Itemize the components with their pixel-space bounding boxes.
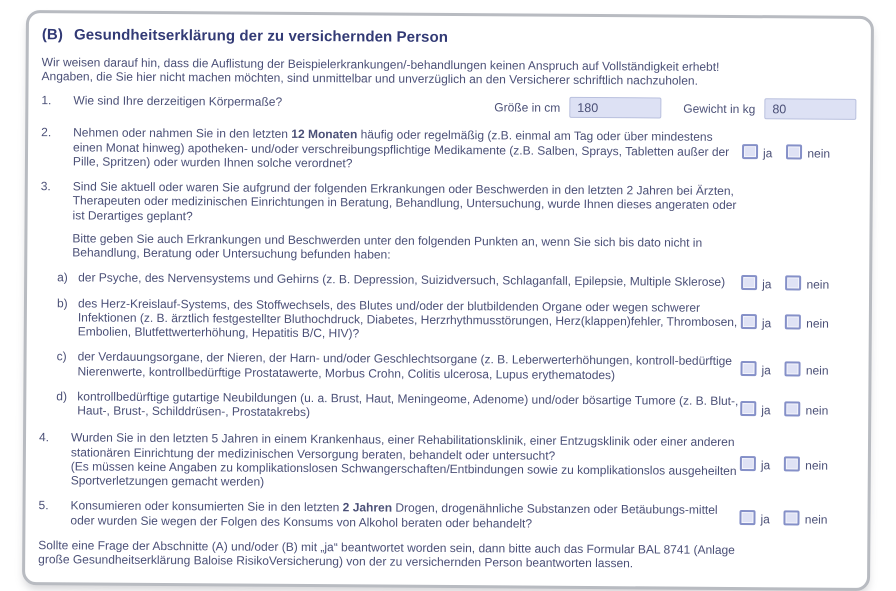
question-4-nein-pair xyxy=(784,457,828,472)
question-4-text xyxy=(71,431,740,493)
question-5-ja-pair xyxy=(739,510,769,525)
question-4-note: (Es müssen keine Angaben zu komplikationslosen Schwangerschaften/Entbindungen sowie zu komplikationslos ausgeheilten Sportverletzungen gemacht werden) xyxy=(70,459,737,489)
q5-ja-label: ja xyxy=(760,512,770,527)
q2-ja-label: ja xyxy=(762,146,773,161)
q3a-nein-checkbox[interactable] xyxy=(785,275,801,290)
question-3b-letter: b) xyxy=(56,295,68,310)
question-3c-text: der Verdauungsorgane, der Nieren, der Harn- und/oder Geschlechtsorgane (z. B. Leberwerterhöhungen, kontroll-bedürftige Nierenwerte, kontrollbedürftige Prostatawerte, Morbus Crohn, Colitis ulcerosa, Lupus erythematodes) xyxy=(77,349,733,382)
question-3d-ja-pair xyxy=(740,401,770,416)
question-3b xyxy=(40,296,855,344)
question-2-text-bold: 12 Monaten xyxy=(291,127,358,142)
question-5 xyxy=(38,499,853,533)
question-1-number: 1. xyxy=(41,93,52,108)
q3b-nein-checkbox[interactable] xyxy=(785,315,801,330)
question-3a-nein-pair xyxy=(785,275,829,290)
intro-paragraph xyxy=(42,55,857,89)
question-5-text-bold: 2 Jahren xyxy=(342,500,393,516)
q3c-ja-label: ja xyxy=(761,363,771,378)
question-2-nein-pair xyxy=(786,145,830,160)
question-3c-answers xyxy=(740,361,854,377)
question-3a-answers xyxy=(741,275,855,291)
weight-input[interactable] xyxy=(764,99,856,121)
question-3-number: 3. xyxy=(40,179,51,194)
height-label: Größe in cm xyxy=(494,100,561,115)
intro-line-1: Wir weisen darauf hin, dass die Auflistung der Beispielerkrankungen/-behandlungen keinen Anspruch auf Vollständigkeit erhebt! xyxy=(41,55,720,74)
question-3-note: Bitte geben Sie auch Erkrankungen und Beschwerden unter den folgenden Punkten an, wenn Sie sich bis dato nicht in Behandlung, Beratung oder Untersuchung befunden haben: xyxy=(72,231,703,262)
question-3c-letter: c) xyxy=(56,349,67,364)
q3a-nein-label: nein xyxy=(806,277,830,292)
question-4-answers xyxy=(740,456,854,472)
question-4 xyxy=(39,431,854,494)
footer-instruction: Sollte eine Frage der Abschnitte (A) und/oder (B) mit „ja“ beantwortet worden sein, dann bitte auch das Formular BAL 8741 (Anlage große Gesundheitserklärung Baloise RisikoVersicherung) von der zu versichernden Person beantworten lassen. xyxy=(38,538,735,571)
q3c-nein-label: nein xyxy=(805,363,829,378)
form-title-row xyxy=(42,26,857,50)
page-title: Gesundheitserklärung der zu versichernden Person xyxy=(73,26,449,46)
body-measurements-group xyxy=(494,97,856,121)
q3d-ja-checkbox[interactable] xyxy=(740,401,756,416)
q3d-nein-label: nein xyxy=(805,403,829,418)
q3b-ja-checkbox[interactable] xyxy=(741,314,757,329)
q3b-ja-label: ja xyxy=(761,316,772,331)
q3a-ja-label: ja xyxy=(762,276,772,291)
q2-nein-checkbox[interactable] xyxy=(786,145,802,160)
question-3a-letter: a) xyxy=(57,269,68,284)
question-2-text-before: Nehmen oder nahmen Sie in den letzten xyxy=(73,125,292,142)
question-3d-text: kontrollbedürftige gutartige Neubildungen (u. a. Brust, Haut, Meningeome, Adenome) und/oder bösartige Tumore (z. B. Blut-, Haut-, Brust-, Schilddrüsen-, Prostatakrebs) xyxy=(77,389,739,420)
height-input[interactable] xyxy=(569,97,661,119)
q5-nein-checkbox[interactable] xyxy=(784,511,800,526)
question-3c-nein-pair xyxy=(785,361,829,376)
question-3d-letter: d) xyxy=(56,389,68,404)
question-3a-ja-pair xyxy=(741,275,771,290)
question-5-answers xyxy=(739,510,853,526)
question-5-text xyxy=(70,499,739,532)
q3c-ja-checkbox[interactable] xyxy=(740,361,756,376)
q2-ja-checkbox[interactable] xyxy=(742,144,758,159)
question-4-ja-pair xyxy=(740,456,770,471)
q5-ja-checkbox[interactable] xyxy=(739,510,755,525)
question-3d xyxy=(39,389,854,423)
question-3-main-text: Sind Sie aktuell oder waren Sie aufgrund der folgenden Erkrankungen oder Beschwerden in den letzten 2 Jahren bei Ärzten, Therapeuten oder medizinischen Einrichtungen in Beratung, Behandlung, Untersuchung, wurde Ihnen dieses angeraten oder ist Derartiges geplant? xyxy=(72,179,737,223)
question-1-text: Wie sind Ihre derzeitigen Körpermaße? xyxy=(73,93,283,110)
question-3-text xyxy=(72,180,749,265)
question-5-text-after: Drogen, drogenähnliche Substanzen oder Betäubungs-mittel oder wurden Sie wegen der Folgen des Konsums von Alkohol beraten oder behandelt? xyxy=(70,501,718,531)
question-3d-nein-pair xyxy=(785,401,829,416)
health-declaration-form xyxy=(22,10,874,591)
intro-line-2: Angaben, die Sie hier nicht machen möchten, sind unmittelbar und unverzüglich an den Versicherer schriftlich nachzuholen. xyxy=(41,69,698,88)
question-2-answers xyxy=(742,144,856,160)
q3b-nein-label: nein xyxy=(806,316,829,332)
q3c-nein-checkbox[interactable] xyxy=(785,361,801,376)
q4-ja-label: ja xyxy=(760,458,771,473)
q3a-ja-checkbox[interactable] xyxy=(741,275,757,290)
question-5-text-before: Konsumieren oder konsumierten Sie in den letzten xyxy=(70,498,343,515)
question-5-nein-pair xyxy=(784,511,828,526)
question-1 xyxy=(41,94,856,121)
q4-ja-checkbox[interactable] xyxy=(740,456,756,471)
q4-nein-checkbox[interactable] xyxy=(784,457,800,472)
question-3 xyxy=(40,179,856,265)
question-2-ja-pair xyxy=(742,144,772,159)
question-3c-ja-pair xyxy=(740,361,770,376)
question-5-number: 5. xyxy=(38,498,49,513)
question-4-main-text: Wurden Sie in den letzten 5 Jahren in einem Krankenhaus, einer Rehabilitationsklinik, einer Entzugsklinik oder einer anderen stationären Einrichtung der medizinischen Versorgung beraten, behandelt oder untersucht? xyxy=(70,430,735,463)
q2-nein-label: nein xyxy=(807,146,831,161)
question-3d-answers xyxy=(740,401,854,417)
section-label: (B) xyxy=(41,26,64,44)
question-3a-text: der Psyche, des Nervensystems und Gehirns (z. B. Depression, Suizidversuch, Schlaganfall, Epilepsie, Multiple Sklerose) xyxy=(78,269,726,289)
q4-nein-label: nein xyxy=(805,458,828,474)
question-2 xyxy=(41,126,856,174)
question-2-number: 2. xyxy=(41,125,52,140)
question-2-text-after: häufig oder regelmäßig (z.B. einmal am Tag oder über mindestens einen Monat hinweg) apotheken- und/oder verschreibungspflichtige Medikamente (z.B. Salben, Sprays, Tabletten außer der Pille, Spritzen) oder wurden Ihnen solche verordnet? xyxy=(72,127,730,171)
weight-label: Gewicht in kg xyxy=(683,101,756,116)
q5-nein-label: nein xyxy=(804,512,828,527)
question-3a xyxy=(40,270,855,291)
question-3b-ja-pair xyxy=(741,314,771,329)
q3d-nein-checkbox[interactable] xyxy=(785,401,801,416)
question-3b-nein-pair xyxy=(785,315,829,330)
question-3b-answers xyxy=(741,314,855,330)
question-4-number: 4. xyxy=(38,430,50,445)
question-2-text xyxy=(73,126,742,173)
question-3c xyxy=(39,349,854,383)
question-3b-text: des Herz-Kreislauf-Systems, des Stoffwechsels, des Blutes und/oder der blutbildenden Organe oder wegen schwerer Infektionen (z. B. ärztlich festgestellter Bluthochdruck, Diabetes, Herzrhythmusstörungen, Herz(klappen)fehler, Thrombosen, Embolien, Blutfettwerterhöhung, Hepatitis B/C, HIV)? xyxy=(77,295,738,341)
q3d-ja-label: ja xyxy=(761,402,771,417)
